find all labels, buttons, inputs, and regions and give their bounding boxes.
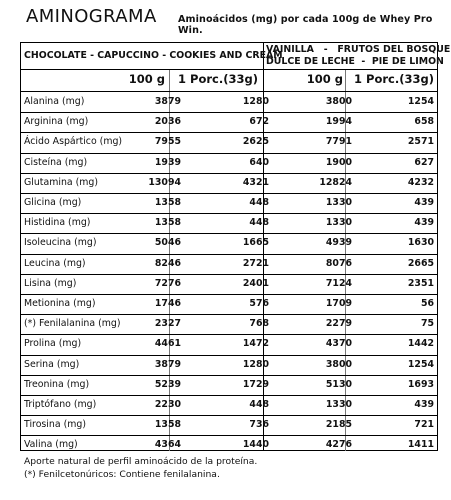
- table-row: [20, 173, 438, 194]
- right-portion-value: 1411: [407, 439, 434, 451]
- amino-acid-name: Cisteína (mg): [24, 156, 88, 168]
- left-portion-value: 448: [249, 399, 269, 410]
- row-separator: [20, 132, 438, 133]
- left-100g-value: 1939: [154, 156, 181, 168]
- left-100g-value: 1358: [154, 197, 181, 208]
- amino-acid-name: Triptófano (mg): [24, 399, 97, 410]
- row-separator: [20, 233, 438, 234]
- right-portion-value: 439: [414, 197, 434, 208]
- right-100g-value: 1330: [325, 217, 352, 229]
- left-100g-value: 2230: [154, 399, 181, 410]
- col-header-100g-right: 100 g: [306, 72, 343, 86]
- right-100g-value: 3800: [325, 96, 352, 107]
- table-row: [20, 294, 438, 315]
- left-portion-value: 768: [249, 318, 269, 330]
- right-100g-value: 1330: [325, 197, 352, 208]
- row-separator: [20, 395, 438, 396]
- right-portion-value: 4232: [407, 176, 434, 188]
- table-row: [20, 153, 438, 174]
- amino-acid-name: Serina (mg): [24, 358, 80, 370]
- left-100g-value: 13094: [148, 176, 181, 188]
- col-header-portion-right: 1 Porc.(33g): [354, 72, 434, 86]
- left-portion-value: 2401: [242, 277, 269, 289]
- table-row: [20, 233, 438, 254]
- amino-acid-name: Valina (mg): [24, 439, 78, 451]
- col-header-portion-left: 1 Porc.(33g): [178, 72, 258, 86]
- row-separator: [20, 213, 438, 214]
- right-portion-value: 439: [414, 399, 434, 410]
- left-portion-value: 1280: [242, 358, 269, 370]
- amino-acid-name: Leucina (mg): [24, 257, 86, 269]
- row-separator: [20, 294, 438, 295]
- left-portion-value: 1472: [242, 338, 269, 350]
- page-title: AMINOGRAMA: [26, 6, 157, 27]
- row-separator: [20, 173, 438, 174]
- left-portion-value: 736: [249, 419, 269, 431]
- left-100g-value: 5239: [154, 378, 181, 390]
- right-portion-value: 721: [414, 419, 434, 431]
- left-portion-value: 1729: [242, 378, 269, 390]
- left-100g-value: 4364: [154, 439, 181, 451]
- flavor-group-left: CHOCOLATE - CAPUCCINO - COOKIES AND CREAM: [24, 50, 283, 61]
- flavor-group-right: VAINILLA - FRUTOS DEL BOSQUE DULCE DE LECHE - PIE DE LIMON: [266, 44, 451, 67]
- right-100g-value: 8076: [325, 257, 352, 269]
- left-portion-value: 672: [249, 116, 269, 128]
- left-portion-value: 2721: [242, 257, 269, 269]
- right-100g-value: 3800: [325, 358, 352, 370]
- table-row: [20, 375, 438, 396]
- row-separator: [20, 314, 438, 315]
- left-100g-value: 3879: [154, 96, 181, 107]
- left-100g-value: 1746: [154, 298, 181, 309]
- table-row: [20, 254, 438, 275]
- right-100g-value: 1900: [325, 156, 352, 168]
- amino-acid-name: Isoleucina (mg): [24, 237, 97, 249]
- row-separator: [20, 153, 438, 154]
- right-100g-value: 1330: [325, 399, 352, 410]
- left-portion-value: 576: [249, 298, 269, 309]
- right-100g-value: 2279: [325, 318, 352, 330]
- right-100g-value: 4370: [325, 338, 352, 350]
- right-100g-value: 5130: [325, 378, 352, 390]
- amino-acid-name: Glutamina (mg): [24, 176, 99, 188]
- amino-acid-name: Arginina (mg): [24, 116, 89, 128]
- amino-acid-name: (*) Fenilalanina (mg): [24, 318, 121, 330]
- amino-acid-name: Metionina (mg): [24, 298, 96, 309]
- right-portion-value: 2665: [407, 257, 434, 269]
- left-portion-value: 4321: [242, 176, 269, 188]
- row-separator: [20, 274, 438, 275]
- left-portion-value: 2625: [242, 136, 269, 148]
- left-portion-value: 448: [249, 217, 269, 229]
- table-row: [20, 415, 438, 436]
- amino-acid-name: Ácido Aspártico (mg): [24, 136, 123, 148]
- left-portion-value: 1440: [242, 439, 269, 451]
- left-100g-value: 1358: [154, 419, 181, 431]
- left-100g-value: 2036: [154, 116, 181, 128]
- row-separator: [20, 193, 438, 194]
- row-separator: [20, 254, 438, 255]
- right-portion-value: 658: [414, 116, 434, 128]
- right-portion-value: 2571: [407, 136, 434, 148]
- table-row: [20, 132, 438, 153]
- col-header-100g-left: 100 g: [128, 72, 165, 86]
- amino-acid-name: Treonina (mg): [24, 378, 90, 390]
- row-separator: [20, 375, 438, 376]
- row-separator: [20, 415, 438, 416]
- amino-acid-name: Histidina (mg): [24, 217, 91, 229]
- right-portion-value: 1254: [407, 358, 434, 370]
- right-100g-value: 7124: [325, 277, 352, 289]
- left-100g-value: 4461: [154, 338, 181, 350]
- amino-acid-name: Prolina (mg): [24, 338, 82, 350]
- amino-acid-name: Tirosina (mg): [24, 419, 86, 431]
- left-100g-value: 8246: [154, 257, 181, 269]
- table-row: [20, 395, 438, 416]
- right-100g-value: 2185: [325, 419, 352, 431]
- right-100g-value: 4276: [325, 439, 352, 451]
- right-portion-value: 56: [420, 298, 434, 309]
- page-subtitle: Aminoácidos (mg) por cada 100g de Whey Pro Win.: [178, 14, 433, 36]
- row-separator: [20, 435, 438, 436]
- row-separator: [20, 355, 438, 356]
- table-rule: [20, 69, 438, 70]
- left-portion-value: 640: [249, 156, 269, 168]
- table-row: [20, 193, 438, 214]
- amino-acid-name: Alanina (mg): [24, 96, 85, 107]
- right-100g-value: 1994: [325, 116, 352, 128]
- left-100g-value: 7276: [154, 277, 181, 289]
- right-portion-value: 1630: [407, 237, 434, 249]
- table-row: [20, 92, 438, 113]
- left-portion-value: 1280: [242, 96, 269, 107]
- table-row: [20, 213, 438, 234]
- table-row: [20, 314, 438, 335]
- right-100g-value: 7791: [325, 136, 352, 148]
- right-portion-value: 1254: [407, 96, 434, 107]
- left-100g-value: 5046: [154, 237, 181, 249]
- left-portion-value: 448: [249, 197, 269, 208]
- row-separator: [20, 334, 438, 335]
- table-row: [20, 274, 438, 295]
- footnote-natural: Aporte natural de perfil aminoácido de la proteína.: [24, 456, 258, 467]
- amino-acid-name: Lisina (mg): [24, 277, 77, 289]
- left-100g-value: 2327: [154, 318, 181, 330]
- left-100g-value: 7955: [154, 136, 181, 148]
- right-100g-value: 4939: [325, 237, 352, 249]
- right-portion-value: 2351: [407, 277, 434, 289]
- footnote-phenylketonurics: (*) Fenilcetonúricos: Contiene fenilalanina.: [24, 469, 220, 480]
- right-portion-value: 439: [414, 217, 434, 229]
- left-portion-value: 1665: [242, 237, 269, 249]
- right-portion-value: 627: [414, 156, 434, 168]
- table-row: [20, 112, 438, 133]
- table-row: [20, 334, 438, 355]
- right-100g-value: 1709: [325, 298, 352, 309]
- right-portion-value: 1693: [407, 378, 434, 390]
- right-portion-value: 1442: [407, 338, 434, 350]
- amino-acid-name: Glicina (mg): [24, 197, 82, 208]
- left-100g-value: 3879: [154, 358, 181, 370]
- row-separator: [20, 112, 438, 113]
- left-100g-value: 1358: [154, 217, 181, 229]
- table-row: [20, 355, 438, 376]
- table-row: [20, 435, 438, 456]
- right-100g-value: 12824: [319, 176, 352, 188]
- right-portion-value: 75: [420, 318, 434, 330]
